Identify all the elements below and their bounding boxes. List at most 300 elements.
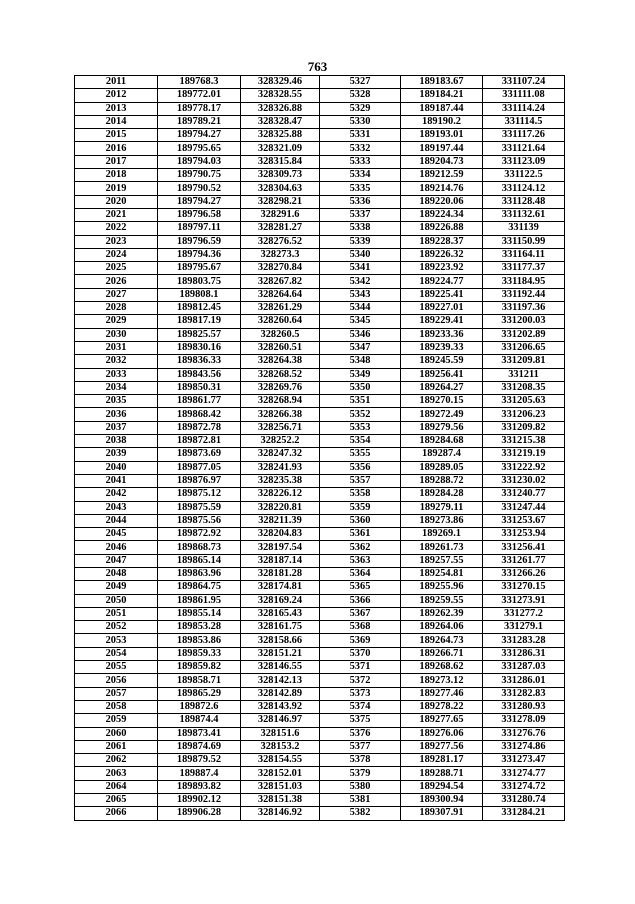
table-row <box>75 514 565 527</box>
y-coordinate-cell: 331215.38 <box>483 435 565 448</box>
point-number-cell: 2050 <box>75 594 158 607</box>
point-number-cell: 2029 <box>75 315 158 328</box>
y-coordinate-cell: 331206.65 <box>483 341 565 354</box>
y-coordinate-cell: 331150.99 <box>483 235 565 248</box>
point-number-cell: 2012 <box>75 89 158 102</box>
x-coordinate-cell: 189228.37 <box>401 235 483 248</box>
point-number-cell: 2040 <box>75 461 158 474</box>
y-coordinate-cell: 328165.43 <box>241 607 320 620</box>
y-coordinate-cell: 328142.89 <box>241 687 320 700</box>
x-coordinate-cell: 189865.29 <box>158 687 241 700</box>
y-coordinate-cell: 331284.21 <box>483 807 565 820</box>
x-coordinate-cell: 189872.81 <box>158 435 241 448</box>
y-coordinate-cell: 331274.77 <box>483 767 565 780</box>
x-coordinate-cell: 189875.12 <box>158 488 241 501</box>
y-coordinate-cell: 328220.81 <box>241 501 320 514</box>
x-coordinate-cell: 189794.36 <box>158 248 241 261</box>
x-coordinate-cell: 189279.11 <box>401 501 483 514</box>
x-coordinate-cell: 189279.56 <box>401 421 483 434</box>
point-number-cell: 5339 <box>320 235 401 248</box>
point-number-cell: 5375 <box>320 714 401 727</box>
table-row <box>75 275 565 288</box>
y-coordinate-cell: 331206.23 <box>483 408 565 421</box>
x-coordinate-cell: 189768.3 <box>158 76 241 89</box>
table-row <box>75 661 565 674</box>
table-row <box>75 315 565 328</box>
y-coordinate-cell: 328276.52 <box>241 235 320 248</box>
x-coordinate-cell: 189257.55 <box>401 554 483 567</box>
point-number-cell: 5361 <box>320 528 401 541</box>
point-number-cell: 2033 <box>75 368 158 381</box>
point-number-cell: 5377 <box>320 740 401 753</box>
y-coordinate-cell: 331209.82 <box>483 421 565 434</box>
y-coordinate-cell: 328169.24 <box>241 594 320 607</box>
x-coordinate-cell: 189277.46 <box>401 687 483 700</box>
x-coordinate-cell: 189893.82 <box>158 780 241 793</box>
y-coordinate-cell: 328264.64 <box>241 288 320 301</box>
x-coordinate-cell: 189197.44 <box>401 142 483 155</box>
point-number-cell: 2027 <box>75 288 158 301</box>
coordinates-table <box>74 75 565 821</box>
point-number-cell: 2052 <box>75 621 158 634</box>
x-coordinate-cell: 189794.03 <box>158 155 241 168</box>
y-coordinate-cell: 331205.63 <box>483 395 565 408</box>
y-coordinate-cell: 328153.2 <box>241 740 320 753</box>
point-number-cell: 5370 <box>320 647 401 660</box>
x-coordinate-cell: 189861.95 <box>158 594 241 607</box>
point-number-cell: 5366 <box>320 594 401 607</box>
y-coordinate-cell: 328146.55 <box>241 661 320 674</box>
y-coordinate-cell: 328252.2 <box>241 435 320 448</box>
point-number-cell: 2049 <box>75 581 158 594</box>
point-number-cell: 2045 <box>75 528 158 541</box>
table-row <box>75 76 565 89</box>
x-coordinate-cell: 189790.75 <box>158 169 241 182</box>
y-coordinate-cell: 331117.26 <box>483 129 565 142</box>
x-coordinate-cell: 189239.33 <box>401 341 483 354</box>
point-number-cell: 5333 <box>320 155 401 168</box>
point-number-cell: 2044 <box>75 514 158 527</box>
table-row <box>75 674 565 687</box>
x-coordinate-cell: 189887.4 <box>158 767 241 780</box>
y-coordinate-cell: 328264.38 <box>241 355 320 368</box>
table-row <box>75 129 565 142</box>
point-number-cell: 2034 <box>75 381 158 394</box>
table-row <box>75 700 565 713</box>
point-number-cell: 5345 <box>320 315 401 328</box>
table-row <box>75 208 565 221</box>
point-number-cell: 2022 <box>75 222 158 235</box>
x-coordinate-cell: 189875.56 <box>158 514 241 527</box>
point-number-cell: 5329 <box>320 102 401 115</box>
table-row <box>75 607 565 620</box>
x-coordinate-cell: 189212.59 <box>401 169 483 182</box>
table-row <box>75 262 565 275</box>
point-number-cell: 5344 <box>320 302 401 315</box>
table-row <box>75 567 565 580</box>
point-number-cell: 2016 <box>75 142 158 155</box>
table-row <box>75 767 565 780</box>
x-coordinate-cell: 189262.39 <box>401 607 483 620</box>
y-coordinate-cell: 328329.46 <box>241 76 320 89</box>
table-row <box>75 488 565 501</box>
y-coordinate-cell: 328281.27 <box>241 222 320 235</box>
x-coordinate-cell: 189307.91 <box>401 807 483 820</box>
point-number-cell: 5354 <box>320 435 401 448</box>
point-number-cell: 2057 <box>75 687 158 700</box>
point-number-cell: 2026 <box>75 275 158 288</box>
y-coordinate-cell: 331273.91 <box>483 594 565 607</box>
table-row <box>75 235 565 248</box>
x-coordinate-cell: 189284.28 <box>401 488 483 501</box>
y-coordinate-cell: 331280.74 <box>483 794 565 807</box>
table-row <box>75 395 565 408</box>
point-number-cell: 2024 <box>75 248 158 261</box>
x-coordinate-cell: 189287.4 <box>401 448 483 461</box>
y-coordinate-cell: 331177.37 <box>483 262 565 275</box>
y-coordinate-cell: 331283.28 <box>483 634 565 647</box>
y-coordinate-cell: 331287.03 <box>483 661 565 674</box>
table-row <box>75 435 565 448</box>
point-number-cell: 2019 <box>75 182 158 195</box>
y-coordinate-cell: 331192.44 <box>483 288 565 301</box>
x-coordinate-cell: 189874.69 <box>158 740 241 753</box>
x-coordinate-cell: 189273.86 <box>401 514 483 527</box>
point-number-cell: 5364 <box>320 567 401 580</box>
point-number-cell: 5327 <box>320 76 401 89</box>
x-coordinate-cell: 189226.88 <box>401 222 483 235</box>
table-row <box>75 461 565 474</box>
table-row <box>75 807 565 820</box>
x-coordinate-cell: 189266.71 <box>401 647 483 660</box>
x-coordinate-cell: 189868.73 <box>158 541 241 554</box>
y-coordinate-cell: 331208.35 <box>483 381 565 394</box>
x-coordinate-cell: 189796.58 <box>158 208 241 221</box>
x-coordinate-cell: 189227.01 <box>401 302 483 315</box>
point-number-cell: 2065 <box>75 794 158 807</box>
table-row <box>75 341 565 354</box>
x-coordinate-cell: 189229.41 <box>401 315 483 328</box>
point-number-cell: 2023 <box>75 235 158 248</box>
y-coordinate-cell: 328161.75 <box>241 621 320 634</box>
y-coordinate-cell: 328187.14 <box>241 554 320 567</box>
point-number-cell: 2056 <box>75 674 158 687</box>
point-number-cell: 5338 <box>320 222 401 235</box>
y-coordinate-cell: 328260.51 <box>241 341 320 354</box>
table-row <box>75 528 565 541</box>
point-number-cell: 2036 <box>75 408 158 421</box>
y-coordinate-cell: 331274.86 <box>483 740 565 753</box>
y-coordinate-cell: 331273.47 <box>483 754 565 767</box>
x-coordinate-cell: 189184.21 <box>401 89 483 102</box>
point-number-cell: 2028 <box>75 302 158 315</box>
x-coordinate-cell: 189850.31 <box>158 381 241 394</box>
x-coordinate-cell: 189288.72 <box>401 474 483 487</box>
y-coordinate-cell: 331240.77 <box>483 488 565 501</box>
x-coordinate-cell: 189859.82 <box>158 661 241 674</box>
x-coordinate-cell: 189817.19 <box>158 315 241 328</box>
x-coordinate-cell: 189264.73 <box>401 634 483 647</box>
table-row <box>75 288 565 301</box>
point-number-cell: 2058 <box>75 700 158 713</box>
point-number-cell: 5331 <box>320 129 401 142</box>
y-coordinate-cell: 328151.03 <box>241 780 320 793</box>
point-number-cell: 5348 <box>320 355 401 368</box>
point-number-cell: 2066 <box>75 807 158 820</box>
table-row <box>75 621 565 634</box>
x-coordinate-cell: 189855.14 <box>158 607 241 620</box>
y-coordinate-cell: 328154.55 <box>241 754 320 767</box>
y-coordinate-cell: 328261.29 <box>241 302 320 315</box>
table-row <box>75 115 565 128</box>
y-coordinate-cell: 331279.1 <box>483 621 565 634</box>
y-coordinate-cell: 328181.28 <box>241 567 320 580</box>
y-coordinate-cell: 328273.3 <box>241 248 320 261</box>
point-number-cell: 2018 <box>75 169 158 182</box>
y-coordinate-cell: 328146.97 <box>241 714 320 727</box>
point-number-cell: 2013 <box>75 102 158 115</box>
y-coordinate-cell: 328298.21 <box>241 195 320 208</box>
y-coordinate-cell: 331286.31 <box>483 647 565 660</box>
point-number-cell: 5360 <box>320 514 401 527</box>
y-coordinate-cell: 331121.64 <box>483 142 565 155</box>
y-coordinate-cell: 328266.38 <box>241 408 320 421</box>
y-coordinate-cell: 331111.08 <box>483 89 565 102</box>
point-number-cell: 5358 <box>320 488 401 501</box>
table-row <box>75 222 565 235</box>
table-row <box>75 714 565 727</box>
y-coordinate-cell: 331286.01 <box>483 674 565 687</box>
y-coordinate-cell: 331247.44 <box>483 501 565 514</box>
x-coordinate-cell: 189300.94 <box>401 794 483 807</box>
point-number-cell: 5367 <box>320 607 401 620</box>
x-coordinate-cell: 189204.73 <box>401 155 483 168</box>
x-coordinate-cell: 189873.41 <box>158 727 241 740</box>
point-number-cell: 2042 <box>75 488 158 501</box>
y-coordinate-cell: 331278.09 <box>483 714 565 727</box>
table-row <box>75 474 565 487</box>
y-coordinate-cell: 331184.95 <box>483 275 565 288</box>
y-coordinate-cell: 331122.5 <box>483 169 565 182</box>
point-number-cell: 5356 <box>320 461 401 474</box>
y-coordinate-cell: 328309.73 <box>241 169 320 182</box>
y-coordinate-cell: 328268.52 <box>241 368 320 381</box>
y-coordinate-cell: 328268.94 <box>241 395 320 408</box>
point-number-cell: 2047 <box>75 554 158 567</box>
y-coordinate-cell: 328321.09 <box>241 142 320 155</box>
point-number-cell: 2015 <box>75 129 158 142</box>
x-coordinate-cell: 189795.67 <box>158 262 241 275</box>
point-number-cell: 2025 <box>75 262 158 275</box>
x-coordinate-cell: 189863.96 <box>158 567 241 580</box>
point-number-cell: 2041 <box>75 474 158 487</box>
table-row <box>75 102 565 115</box>
y-coordinate-cell: 328151.38 <box>241 794 320 807</box>
x-coordinate-cell: 189261.73 <box>401 541 483 554</box>
point-number-cell: 2011 <box>75 76 158 89</box>
point-number-cell: 2020 <box>75 195 158 208</box>
table-row <box>75 634 565 647</box>
x-coordinate-cell: 189256.41 <box>401 368 483 381</box>
x-coordinate-cell: 189789.21 <box>158 115 241 128</box>
x-coordinate-cell: 189270.15 <box>401 395 483 408</box>
table-row <box>75 182 565 195</box>
point-number-cell: 5337 <box>320 208 401 221</box>
point-number-cell: 2043 <box>75 501 158 514</box>
point-number-cell: 2037 <box>75 421 158 434</box>
point-number-cell: 5368 <box>320 621 401 634</box>
y-coordinate-cell: 328270.84 <box>241 262 320 275</box>
table-row <box>75 740 565 753</box>
y-coordinate-cell: 331132.61 <box>483 208 565 221</box>
y-coordinate-cell: 331114.5 <box>483 115 565 128</box>
point-number-cell: 2061 <box>75 740 158 753</box>
y-coordinate-cell: 331219.19 <box>483 448 565 461</box>
y-coordinate-cell: 328241.93 <box>241 461 320 474</box>
point-number-cell: 2038 <box>75 435 158 448</box>
y-coordinate-cell: 331124.12 <box>483 182 565 195</box>
y-coordinate-cell: 328152.01 <box>241 767 320 780</box>
point-number-cell: 5369 <box>320 634 401 647</box>
x-coordinate-cell: 189879.52 <box>158 754 241 767</box>
y-coordinate-cell: 331114.24 <box>483 102 565 115</box>
page-number: 763 <box>307 59 328 74</box>
y-coordinate-cell: 331211 <box>483 368 565 381</box>
table-row <box>75 381 565 394</box>
table-row <box>75 89 565 102</box>
y-coordinate-cell: 328315.84 <box>241 155 320 168</box>
point-number-cell: 2039 <box>75 448 158 461</box>
point-number-cell: 2021 <box>75 208 158 221</box>
y-coordinate-cell: 328291.6 <box>241 208 320 221</box>
x-coordinate-cell: 189183.67 <box>401 76 483 89</box>
x-coordinate-cell: 189864.75 <box>158 581 241 594</box>
point-number-cell: 5374 <box>320 700 401 713</box>
point-number-cell: 2062 <box>75 754 158 767</box>
y-coordinate-cell: 328235.38 <box>241 474 320 487</box>
x-coordinate-cell: 189264.27 <box>401 381 483 394</box>
x-coordinate-cell: 189872.6 <box>158 700 241 713</box>
y-coordinate-cell: 331123.09 <box>483 155 565 168</box>
point-number-cell: 5341 <box>320 262 401 275</box>
point-number-cell: 2032 <box>75 355 158 368</box>
x-coordinate-cell: 189877.05 <box>158 461 241 474</box>
y-coordinate-cell: 328247.32 <box>241 448 320 461</box>
y-coordinate-cell: 328267.82 <box>241 275 320 288</box>
point-number-cell: 2051 <box>75 607 158 620</box>
table-row <box>75 142 565 155</box>
point-number-cell: 5363 <box>320 554 401 567</box>
x-coordinate-cell: 189797.11 <box>158 222 241 235</box>
point-number-cell: 5355 <box>320 448 401 461</box>
x-coordinate-cell: 189281.17 <box>401 754 483 767</box>
point-number-cell: 5381 <box>320 794 401 807</box>
x-coordinate-cell: 189193.01 <box>401 129 483 142</box>
y-coordinate-cell: 331128.48 <box>483 195 565 208</box>
x-coordinate-cell: 189187.44 <box>401 102 483 115</box>
point-number-cell: 5353 <box>320 421 401 434</box>
point-number-cell: 2054 <box>75 647 158 660</box>
point-number-cell: 2055 <box>75 661 158 674</box>
point-number-cell: 5330 <box>320 115 401 128</box>
point-number-cell: 5346 <box>320 328 401 341</box>
x-coordinate-cell: 189233.36 <box>401 328 483 341</box>
x-coordinate-cell: 189254.81 <box>401 567 483 580</box>
point-number-cell: 2048 <box>75 567 158 580</box>
point-number-cell: 5347 <box>320 341 401 354</box>
x-coordinate-cell: 189873.69 <box>158 448 241 461</box>
point-number-cell: 5351 <box>320 395 401 408</box>
x-coordinate-cell: 189812.45 <box>158 302 241 315</box>
x-coordinate-cell: 189284.68 <box>401 435 483 448</box>
point-number-cell: 2017 <box>75 155 158 168</box>
x-coordinate-cell: 189276.06 <box>401 727 483 740</box>
x-coordinate-cell: 189264.06 <box>401 621 483 634</box>
table-row <box>75 794 565 807</box>
point-number-cell: 5349 <box>320 368 401 381</box>
x-coordinate-cell: 189223.92 <box>401 262 483 275</box>
x-coordinate-cell: 189906.28 <box>158 807 241 820</box>
table-row <box>75 594 565 607</box>
x-coordinate-cell: 189190.2 <box>401 115 483 128</box>
x-coordinate-cell: 189874.4 <box>158 714 241 727</box>
table-row <box>75 248 565 261</box>
point-number-cell: 2063 <box>75 767 158 780</box>
x-coordinate-cell: 189861.77 <box>158 395 241 408</box>
point-number-cell: 5336 <box>320 195 401 208</box>
y-coordinate-cell: 328142.13 <box>241 674 320 687</box>
x-coordinate-cell: 189803.75 <box>158 275 241 288</box>
point-number-cell: 5357 <box>320 474 401 487</box>
coordinates-table-body <box>75 76 565 821</box>
table-row <box>75 687 565 700</box>
x-coordinate-cell: 189272.49 <box>401 408 483 421</box>
point-number-cell: 5372 <box>320 674 401 687</box>
point-number-cell: 2031 <box>75 341 158 354</box>
x-coordinate-cell: 189843.56 <box>158 368 241 381</box>
point-number-cell: 5340 <box>320 248 401 261</box>
y-coordinate-cell: 331230.02 <box>483 474 565 487</box>
y-coordinate-cell: 328328.55 <box>241 89 320 102</box>
table-row <box>75 195 565 208</box>
point-number-cell: 5380 <box>320 780 401 793</box>
x-coordinate-cell: 189778.17 <box>158 102 241 115</box>
point-number-cell: 5371 <box>320 661 401 674</box>
x-coordinate-cell: 189220.06 <box>401 195 483 208</box>
x-coordinate-cell: 189277.65 <box>401 714 483 727</box>
point-number-cell: 5343 <box>320 288 401 301</box>
y-coordinate-cell: 331197.36 <box>483 302 565 315</box>
point-number-cell: 5359 <box>320 501 401 514</box>
x-coordinate-cell: 189836.33 <box>158 355 241 368</box>
x-coordinate-cell: 189278.22 <box>401 700 483 713</box>
point-number-cell: 5335 <box>320 182 401 195</box>
table-row <box>75 421 565 434</box>
y-coordinate-cell: 328256.71 <box>241 421 320 434</box>
x-coordinate-cell: 189808.1 <box>158 288 241 301</box>
table-row <box>75 581 565 594</box>
y-coordinate-cell: 328260.64 <box>241 315 320 328</box>
y-coordinate-cell: 331209.81 <box>483 355 565 368</box>
point-number-cell: 2064 <box>75 780 158 793</box>
table-row <box>75 368 565 381</box>
x-coordinate-cell: 189830.16 <box>158 341 241 354</box>
x-coordinate-cell: 189277.56 <box>401 740 483 753</box>
y-coordinate-cell: 328143.92 <box>241 700 320 713</box>
y-coordinate-cell: 328204.83 <box>241 528 320 541</box>
point-number-cell: 5328 <box>320 89 401 102</box>
x-coordinate-cell: 189245.59 <box>401 355 483 368</box>
